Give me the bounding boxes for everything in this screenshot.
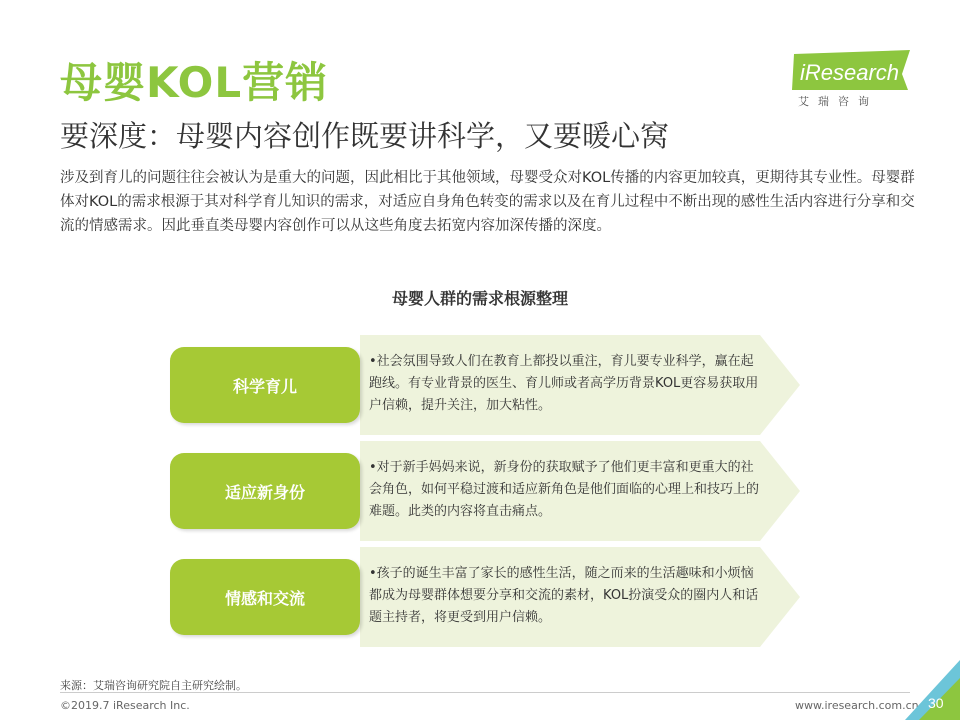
need-row-new-identity [170, 441, 810, 541]
corner-decoration-icon [905, 660, 960, 720]
intro-paragraph: 涉及到育儿的问题往往会被认为是重大的问题，因此相比于其他领域，母婴受众对KOL传播的内容更加较真，更期待其专业性。母婴群体对KOL的需求根源于其对科学育儿知识的需求，对适应自身角色转变的需求以及在育儿过程中不断出现的感性生活内容进行分享和交流的情感需求。因此垂直类母婴内容创作可以从这些角度去拓宽内容加深传播的深度。 [60, 170, 915, 234]
iresearch-logo [790, 48, 915, 110]
need-row-science-parenting [170, 335, 810, 435]
slide-title: 母婴KOL营销 [60, 58, 329, 107]
page-number: 30 [928, 695, 944, 711]
source-note: 来源：艾瑞咨询研究院自主研究绘制。 [60, 679, 247, 692]
need-description: •孩子的诞生丰富了家长的感性生活，随之而来的生活趣味和小烦恼都成为母婴群体想要分享和交流的素材，KOL扮演受众的圈内人和话题主持者，将更受到用户信赖。 [369, 566, 759, 625]
need-row-emotion-exchange [170, 547, 810, 647]
logo-chinese-name: 艾瑞咨询 [798, 95, 878, 108]
diagram-title: 母婴人群的需求根源整理 [391, 289, 568, 308]
need-label: 情感和交流 [170, 559, 360, 635]
logo-wordmark: iResearch [800, 60, 900, 85]
website-url: www.iresearch.com.cn [795, 699, 919, 712]
slide-subtitle: 要深度：母婴内容创作既要讲科学，又要暖心窝 [60, 119, 670, 153]
copyright: ©2019.7 iResearch Inc. [60, 699, 190, 712]
need-description: •社会氛围导致人们在教育上都投以重注，育儿要专业科学，赢在起跑线。有专业背景的医生、育儿师或者高学历背景KOL更容易获取用户信赖，提升关注，加大粘性。 [369, 354, 759, 413]
need-label: 适应新身份 [170, 453, 360, 529]
need-label: 科学育儿 [170, 347, 360, 423]
footer-divider [60, 692, 910, 693]
need-description: •对于新手妈妈来说，新身份的获取赋予了他们更丰富和更重大的社会角色，如何平稳过渡和适应新角色是他们面临的心理上和技巧上的难题。此类的内容将直击痛点。 [369, 460, 760, 519]
